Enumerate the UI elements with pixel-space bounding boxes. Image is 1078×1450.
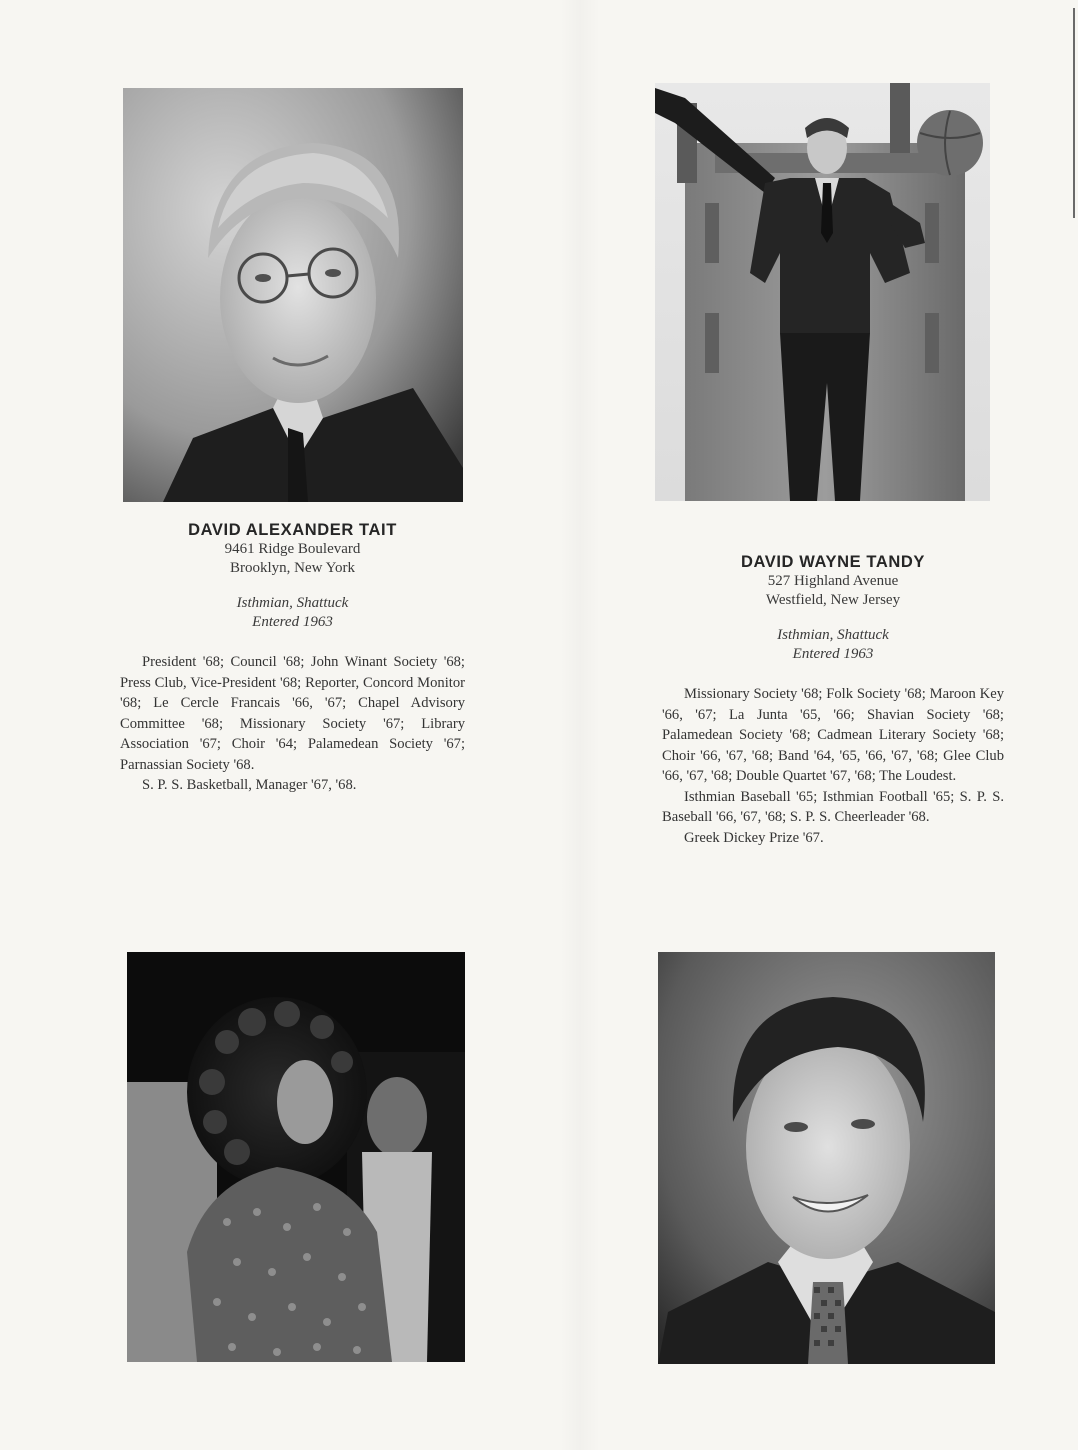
photo-curly-hair <box>127 952 465 1362</box>
page-edge-line <box>1073 8 1075 218</box>
portrait-photo-tait <box>123 88 463 502</box>
prize-text: Greek Dickey Prize '67. <box>684 829 824 846</box>
activities-text: President '68; Council '68; John Winant Society '68; Press Club, Vice-President '68; Reporter, Concord Monitor '68; Le Cercle Francais '66, '67; Chapel Advisory Committee '68; Missionary Society '67; Library Association '67; Choir '64; Palamedean Society '67; Parnassian Society '68. <box>120 654 465 773</box>
page-gutter <box>560 0 600 1450</box>
activities-text: Missionary Society '68; Folk Society '68; Maroon Key '66, '67; La Junta '65, '66; Shavian Society '68; Palamedean Society '68; Cadmean Literary Society '68; Choir '66, '67, '68; Band '64, '65, '66, '67, '68; Glee Club '66, '67, '68; Double Quartet '67, '68; The Loudest. <box>662 686 1004 784</box>
student-entry-tait <box>120 520 465 796</box>
portrait-photo-smiling <box>658 952 995 1364</box>
entered-year: Entered 1963 <box>792 646 874 662</box>
photo-tandy-tower <box>655 83 990 501</box>
houses: Isthmian, Shattuck <box>777 627 889 643</box>
sports-text: S. P. S. Basketball, Manager '67, '68. <box>142 777 357 793</box>
address-street: 527 Highland Avenue <box>767 573 899 589</box>
sports-text: Isthmian Baseball '65; Isthmian Football '65; S. P. S. Baseball '66, '67, '68; S. P. S. Cheerleader '68. <box>662 788 1004 825</box>
houses: Isthmian, Shattuck <box>236 595 349 611</box>
student-entry-tandy <box>662 552 1004 848</box>
address-city: Brooklyn, New York <box>229 560 355 576</box>
entered-year: Entered 1963 <box>252 614 333 630</box>
address-street: 9461 Ridge Boulevard <box>224 541 361 557</box>
student-name: DAVID ALEXANDER TAIT <box>188 521 397 539</box>
student-name: DAVID WAYNE TANDY <box>740 553 926 571</box>
address-city: Westfield, New Jersey <box>765 592 901 608</box>
